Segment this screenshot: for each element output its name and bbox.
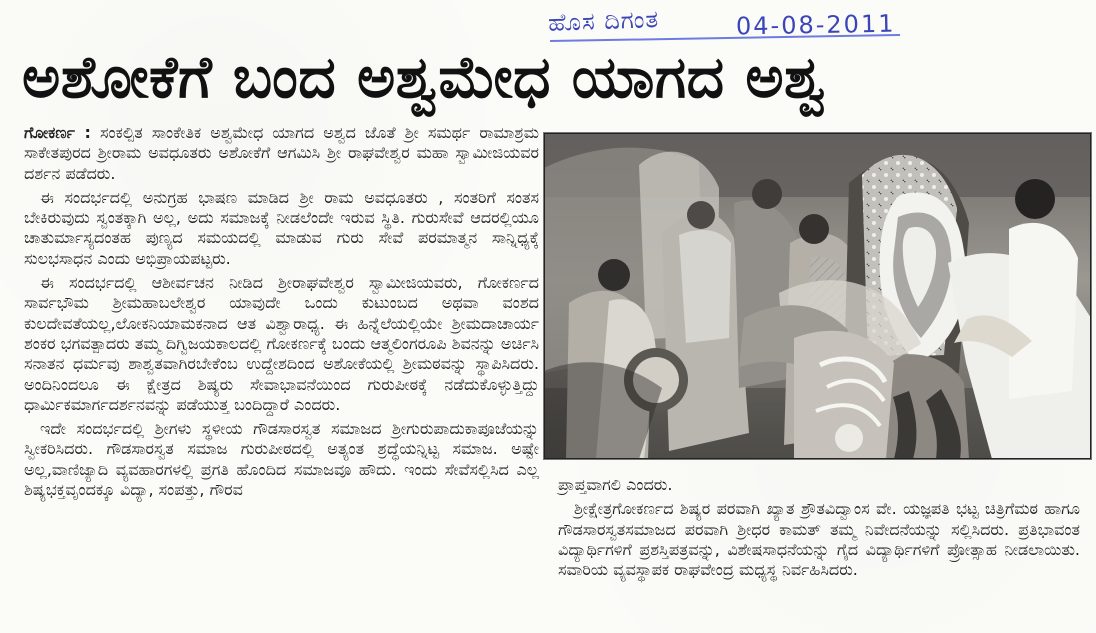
article-paragraph-1 (24, 123, 539, 184)
article-paragraph-4: ಇದೇ ಸಂದರ್ಭದಲ್ಲಿ ಶ್ರೀಗಳು ಸ್ಥಳೀಯ ಗೌಡಸಾರಸ್ವತ ಸಮಾಜದ ಶ್ರೀಗುರುಪಾದುಕಾಪೂಜೆಯನ್ನು ಸ್ವೀಕರಿಸಿದರು. ಗೌಡಸಾರಸ್ವತ ಸಮಾಜ ಗುರುಪೀಠದಲ್ಲಿ ಅತ್ಯಂತ ಶ್ರದ್ಧೆಯನ್ನಿಟ್ಟ ಸಮಾಜ. ಅಷ್ಟೇ ಅಲ್ಲ,ವಾಣಿಜ್ಯಾದಿ ವ್ಯವಹಾರಗಳಲ್ಲಿ ಪ್ರಗತಿ ಹೊಂದಿದ ಸಮಾಜವೂ ಹೌದು. ಇಂದು ಸೇವೆಸಲ್ಲಿಸಿದ ಎಲ್ಲ ಶಿಷ್ಯಭಕ್ತವೃಂದಕ್ಕೂ ವಿದ್ಯಾ, ಸಂಪತ್ತು, ಗೌರವ (24, 419, 539, 500)
left-article-column (24, 123, 539, 610)
article-paragraph-3: ಈ ಸಂದರ್ಭದಲ್ಲಿ ಆಶೀರ್ವಚನ ನೀಡಿದ ಶ್ರೀರಾಘವೇಶ್ವರ ಸ್ವಾಮೀಜಿಯವರು, ಗೋಕರ್ಣದ ಸಾರ್ವಭೌಮ ಶ್ರೀಮಹಾಬಲೇಶ್ವರ ಯಾವುದೇ ಒಂದು ಕುಟುಂಬದ ಅಥವಾ ವಂಶದ ಕುಲದೇವತೆಯಲ್ಲ,ಲೋಕನಿಯಾಮಕನಾದ ಆತ ವಿಶ್ವಾರಾಧ್ಯ. ಈ ಹಿನ್ನೆಲೆಯಲ್ಲಿಯೇ ಶ್ರೀಮದಾಚಾರ್ಯ ಶಂಕರ ಭಗವತ್ಪಾದರು ತಮ್ಮ ದಿಗ್ವಿಜಯಕಾಲದಲ್ಲಿ ಗೋಕರ್ಣಕ್ಕೆ ಬಂದು ಆತ್ಮಲಿಂಗರೂಪಿ ಶಿವನನ್ನು ಅರ್ಚಿಸಿ ಸನಾತನ ಧರ್ಮವು ಶಾಶ್ವತವಾಗಿರಬೇಕೆಂಬ ಉದ್ದೇಶದಿಂದ ಅಶೋಕೆಯಲ್ಲಿ ಶ್ರೀಮಠವನ್ನು ಸ್ಥಾಪಿಸಿದರು. ಅಂದಿನಿಂದಲೂ ಈ ಕ್ಷೇತ್ರದ ಶಿಷ್ಯರು ಸೇವಾಭಾವನೆಯಿಂದ ಗುರುಪೀಠಕ್ಕೆ ನಡೆದುಕೊಳ್ಳುತ್ತಿದ್ದು ಧಾರ್ಮಿಕಮಾರ್ಗದರ್ಶನವನ್ನು ಪಡೆಯುತ್ತ ಬಂದಿದ್ದಾರೆ ಎಂದರು. (24, 273, 539, 414)
event-photo (543, 132, 1092, 460)
handwritten-date: 04-08-2011 (735, 9, 896, 41)
dateline-place: ಗೋಕರ್ಣ : (24, 123, 91, 142)
photo-illustration (544, 133, 1091, 459)
continued-paragraph-1: ಪ್ರಾಪ್ತವಾಗಲಿ ಎಂದರು. (558, 475, 673, 494)
right-article-continuation (558, 475, 1080, 615)
continued-paragraph-2: ಶ್ರೀಕ್ಷೇತ್ರಗೋಕರ್ಣದ ಶಿಷ್ಯರ ಪರವಾಗಿ ಖ್ಯಾತ ಶ್ರೌತವಿದ್ವಾಂಸ ವೇ. ಯಜ್ಞಪತಿ ಭಟ್ಟ ಚಿತ್ರಿಗೆಮಠ ಹಾಗೂ ಗೌಡಸಾರಸ್ವತಸಮಾಜದ ಪರವಾಗಿ ಶ್ರೀಧರ ಕಾಮತ್ ತಮ್ಮ ನಿವೇದನೆಯನ್ನು ಸಲ್ಲಿಸಿದರು. ಪ್ರತಿಭಾವಂತ ವಿದ್ಯಾರ್ಥಿಗಳಿಗೆ ಪ್ರಶಸ್ತಿಪತ್ರವನ್ನು, ವಿಶೇಷಸಾಧನೆಯನ್ನು ಗೈದ ವಿದ್ಯಾರ್ಥಿಗಳಿಗೆ ಪ್ರೋತ್ಸಾಹ ನೀಡಲಾಯಿತು. ಸವಾರಿಯ ವ್ಯವಸ್ಥಾಪಕ ರಾಘವೇಂದ್ರ ಮಧ್ಯಸ್ಥ ನಿರ್ವಹಿಸಿದರು. (558, 499, 1080, 580)
article-paragraph-2: ಈ ಸಂದರ್ಭದಲ್ಲಿ ಅನುಗ್ರಹ ಭಾಷಣ ಮಾಡಿದ ಶ್ರೀ ರಾಮ ಅವಧೂತರು , ಸಂತರಿಗೆ ಸಂತಸ ಬೇಕಿರುವುದು ಸ್ವಂತಕ್ಕಾಗಿ ಅಲ್ಲ, ಅದು ಸಮಾಜಕ್ಕೆ ನೀಡಲೆಂದೇ ಇರುವ ಸ್ಥಿತಿ. ಗುರುಸೇವೆ ಆದರಲ್ಲಿಯೂ ಚಾತುರ್ಮಾಸ್ಯದಂತಹ ಪುಣ್ಯದ ಸಮಯದಲ್ಲಿ ಮಾಡುವ ಗುರು ಸೇವೆ ಪರಮಾತ್ಮನ ಸಾನ್ನಿಧ್ಯಕ್ಕೆ ಸುಲಭಸಾಧನ ಎಂದು ಅಭಿಪ್ರಾಯಪಟ್ಟರು. (24, 187, 539, 268)
article-paragraph-1-text: ಸಂಕಲ್ಪಿತ ಸಾಂಕೇತಿಕ ಅಶ್ವಮೇಧ ಯಾಗದ ಅಶ್ವದ ಜೊತೆ ಶ್ರೀ ಸಮರ್ಥ ರಾಮಾಶ್ರಮ ಸಾಕೇತಪುರದ ಶ್ರೀರಾಮ ಅವಧೂತರು ಅಶೋಕೆಗೆ ಆಗಮಿಸಿ ಶ್ರೀ ರಾಘವೇಶ್ವರ ಮಹಾ ಸ್ವಾಮೀಜಿಯವರ ದರ್ಶನ ಪಡೆದರು. (24, 123, 539, 183)
article-headline: ಅಶೋಕೆಗೆ ಬಂದ ಅಶ್ವಮೇಧ ಯಾಗದ ಅಶ್ವ (22, 43, 827, 111)
handwritten-newspaper-name: ಹೊಸ ದಿಗಂತ (547, 5, 660, 37)
